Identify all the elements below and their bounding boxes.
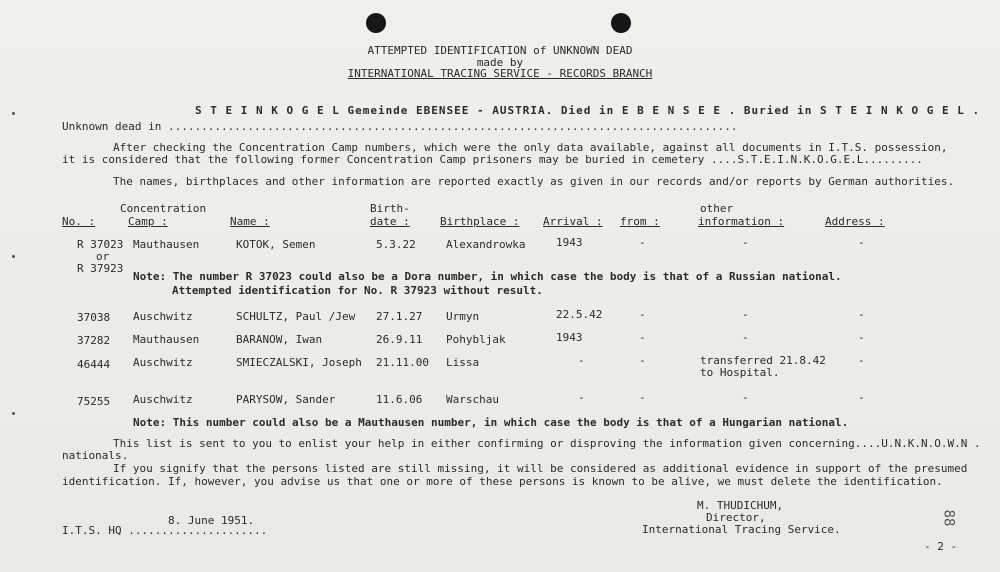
cell-camp: Auschwitz [133, 393, 193, 406]
cell-arrival: 1943 [556, 236, 583, 249]
cell-name: SMIECZALSKI, Joseph [236, 356, 362, 369]
cell-no: 46444 [77, 358, 111, 371]
cell-arrival: - [578, 354, 585, 367]
col-header-birthdate: date : [370, 215, 410, 228]
punch-hole-right [611, 13, 631, 33]
cell-birthdate: 26.9.11 [376, 333, 423, 346]
cell-birthdate: 27.1.27 [376, 310, 423, 323]
cell-name: KOTOK, Semen [236, 238, 316, 251]
cell-birthdate: 11.6.06 [376, 393, 423, 406]
cell-other: - [742, 236, 749, 249]
cell-other: transferred 21.8.42 [700, 354, 826, 367]
cell-other: - [742, 391, 749, 404]
cell-from: - [639, 354, 646, 367]
cell-name: BARANOW, Iwan [236, 333, 323, 346]
cell-camp: Mauthausen [133, 238, 200, 251]
col-header-other-top: other [700, 202, 734, 215]
signatory-org: International Tracing Service. [642, 523, 841, 536]
intro-line-2: it is considered that the following former Concentration Camp prisoners may be buried in cemetery ....S.T.E.I.N.K.O.G.E.L......... [62, 153, 923, 166]
cell-from: - [639, 308, 646, 321]
its-hq-line: I.T.S. HQ ..................... [62, 524, 268, 537]
cell-arrival: 22.5.42 [556, 308, 603, 321]
intro-line-1: After checking the Concentration Camp numbers, which were the only data available, against all documents in I.T.S. possession, [113, 141, 948, 154]
cell-from: - [639, 331, 646, 344]
page-number: - 2 - [924, 540, 958, 553]
edge-mark [12, 255, 15, 258]
cell-arrival: - [578, 391, 585, 404]
punch-hole-left [366, 13, 386, 33]
cell-no-or: or [96, 250, 110, 263]
col-header-arrival: Arrival : [543, 215, 603, 228]
cell-no-alt: R 37923 [77, 262, 124, 275]
handwritten-page-mark: 88 [940, 509, 957, 527]
cell-address: - [858, 331, 865, 344]
closing-line-4: identification. If, however, you advise us that one or more of these persons is known to be alive, we must delete the identification. [62, 475, 943, 488]
cell-address: - [858, 236, 865, 249]
doc-title: ATTEMPTED IDENTIFICATION of UNKNOWN DEAD [367, 44, 633, 57]
cell-name: PARYSOW, Sander [236, 393, 336, 406]
cell-other: - [742, 331, 749, 344]
col-header-address: Address : [825, 215, 885, 228]
unknown-dead-label: Unknown dead in ...................................................................................... [62, 120, 738, 133]
col-header-birth-top: Birth- [370, 202, 410, 215]
cell-address: - [858, 391, 865, 404]
col-header-birthplace: Birthplace : [440, 215, 520, 228]
cell-other: - [742, 308, 749, 321]
cell-from: - [639, 236, 646, 249]
cell-camp: Auschwitz [133, 310, 193, 323]
document-date: 8. June 1951. [168, 514, 255, 527]
edge-mark [12, 112, 15, 115]
col-header-name: Name : [230, 215, 270, 228]
cell-arrival: 1943 [556, 331, 583, 344]
doc-issuer: INTERNATIONAL TRACING SERVICE - RECORDS BRANCH [347, 67, 653, 80]
cemetery-location: S T E I N K O G E L Gemeinde EBENSEE - AUSTRIA. Died in E B E N S E E . Buried in S T E I N K O G E L . [195, 104, 981, 117]
col-header-other: information : [698, 215, 785, 228]
intro-line-3: The names, birthplaces and other information are reported exactly as given in our records and/or reports by German authorities. [113, 175, 955, 188]
edge-mark [12, 412, 15, 415]
cell-camp: Mauthausen [133, 333, 200, 346]
col-header-camp-top: Concentration [120, 202, 207, 215]
cell-birthplace: Urmyn [446, 310, 480, 323]
cell-birthplace: Pohybljak [446, 333, 506, 346]
note-dora-2: Attempted identification for No. R 37923 without result. [172, 284, 543, 297]
cell-birthdate: 5.3.22 [376, 238, 416, 251]
col-header-from: from : [620, 215, 660, 228]
cell-birthplace: Lissa [446, 356, 480, 369]
cell-no: 75255 [77, 395, 111, 408]
cell-no: R 37023 [77, 238, 124, 251]
closing-line-3: If you signify that the persons listed are still missing, it will be considered as additional evidence in support of the presumed [113, 462, 968, 475]
signatory-name: M. THUDICHUM, [697, 499, 784, 512]
cell-no: 37282 [77, 334, 111, 347]
cell-other-2: to Hospital. [700, 366, 780, 379]
note-dora: Note: The number R 37023 could also be a Dora number, in which case the body is that of a Russian national. [133, 270, 842, 283]
closing-line-1: This list is sent to you to enlist your help in either confirming or disproving the information given concerning....U.N.K.N.O.W.N . [113, 437, 981, 450]
cell-birthplace: Warschau [446, 393, 499, 406]
cell-no: 37038 [77, 311, 111, 324]
cell-address: - [858, 354, 865, 367]
cell-birthdate: 21.11.00 [376, 356, 429, 369]
doc-subtitle: made by [476, 56, 524, 69]
cell-camp: Auschwitz [133, 356, 193, 369]
cell-birthplace: Alexandrowka [446, 238, 526, 251]
note-mauthausen: Note: This number could also be a Mauthausen number, in which case the body is that of a Hungarian national. [133, 416, 849, 429]
cell-name: SCHULTZ, Paul /Jew [236, 310, 356, 323]
closing-line-2: nationals. [62, 449, 129, 462]
cell-address: - [858, 308, 865, 321]
signatory-title: Director, [706, 511, 766, 524]
cell-from: - [639, 391, 646, 404]
col-header-no: No. : [62, 215, 96, 228]
col-header-camp: Camp : [128, 215, 168, 228]
